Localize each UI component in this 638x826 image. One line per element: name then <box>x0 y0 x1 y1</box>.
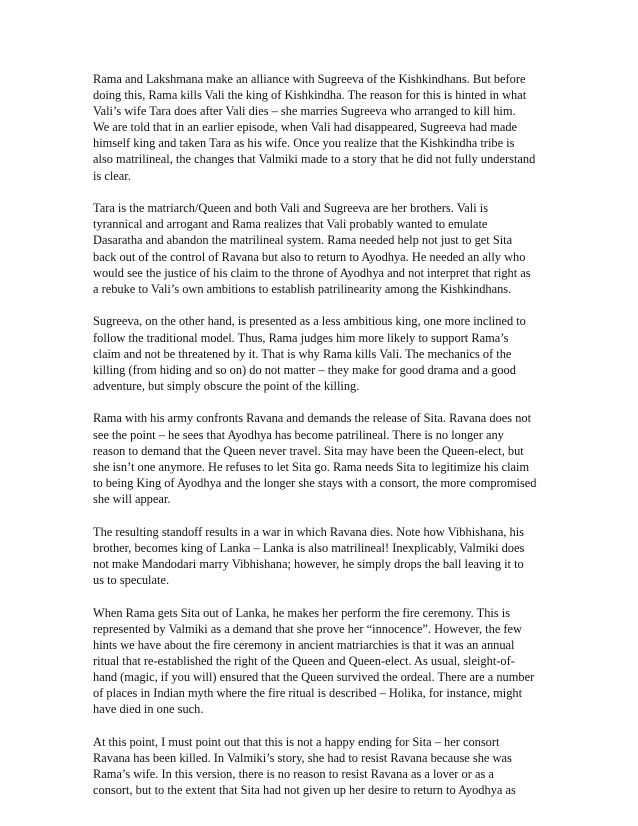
text-line: reason to demand that the Queen never travel. Sita may have been the Queen-elect, but <box>93 443 524 458</box>
paragraph-war <box>93 524 553 588</box>
text-line: When Rama gets Sita out of Lanka, he makes her perform the fire ceremony. This is <box>93 605 511 620</box>
text-line: she isn’t one anymore. He refuses to let Sita go. Rama needs Sita to legitimize his claim <box>93 459 530 474</box>
text-line: of places in Indian myth where the fire ritual is described – Holika, for instance, might <box>93 686 523 701</box>
text-line: killing (from hiding and so on) do not matter – they make for good drama and a good <box>93 362 516 377</box>
text-line: Dasaratha and abandon the matrilineal system. Rama needed help not just to get Sita <box>93 233 513 248</box>
text-line: consort, but to the extent that Sita had not given up her desire to return to Ayodhya as <box>93 783 516 798</box>
text-line: represented by Valmiki as a demand that she prove her “innocence”. However, the few <box>93 621 522 636</box>
paragraph-vali-killing <box>93 71 553 184</box>
text-line: brother, becomes king of Lanka – Lanka is also matrilineal! Inexplicably, Valmiki does <box>93 540 525 555</box>
text-line: not make Mandodari marry Vibhishana; however, he simply drops the ball leaving it to <box>93 556 524 571</box>
text-line: also matrilineal, the changes that Valmiki made to a story that he did not fully understand <box>93 152 536 167</box>
text-line: Tara is the matriarch/Queen and both Vali and Sugreeva are her brothers. Vali is <box>93 201 489 216</box>
text-line: We are told that in an earlier episode, when Vali had disappeared, Sugreeva had made <box>93 120 518 135</box>
text-line: hand (magic, if you will) ensured that the Queen survived the ordeal. There are a number <box>93 669 535 684</box>
document-body <box>93 71 553 815</box>
text-line: Rama with his army confronts Ravana and demands the release of Sita. Ravana does not <box>93 411 532 426</box>
text-line: Sugreeva, on the other hand, is presented as a less ambitious king, one more inclined to <box>93 314 526 329</box>
paragraph-unhappy-ending <box>93 734 553 798</box>
text-line: hints we have about the fire ceremony in ancient matriarchies is that it was an annual <box>93 637 515 652</box>
text-line: ritual that re-established the right of the Queen and Queen-elect. As usual, sleight-of- <box>93 653 515 668</box>
paragraph-fire-ceremony <box>93 605 553 718</box>
text-line: doing this, Rama kills Vali the king of Kishkindha. The reason for this is hinted in what <box>93 88 527 103</box>
text-line: have died in one such. <box>93 702 204 717</box>
text-line: adventure, but simply obscure the point of the killing. <box>93 378 360 393</box>
text-line: claim and not be threatened by it. That is why Rama kills Vali. The mechanics of the <box>93 346 512 361</box>
text-line: would see the justice of his claim to the throne of Ayodhya and not interpret that right as <box>93 265 531 280</box>
paragraph-sugreeva <box>93 313 553 393</box>
text-line: himself king and taken Tara as his wife. Once you realize that the Kishkindha tribe is <box>93 136 515 151</box>
text-line: Ravana has been killed. In Valmiki’s story, she had to resist Ravana because she was <box>93 750 512 765</box>
text-line: follow the traditional model. Thus, Rama judges him more likely to support Rama’s <box>93 330 509 345</box>
text-line: us to speculate. <box>93 572 170 587</box>
text-line: The resulting standoff results in a war in which Ravana dies. Note how Vibhishana, his <box>93 524 525 539</box>
text-line: back out of the control of Ravana but also to return to Ayodhya. He needed an ally who <box>93 249 526 264</box>
text-line: see the point – he sees that Ayodhya has become patrilineal. There is no longer any <box>93 427 504 442</box>
text-line: At this point, I must point out that this is not a happy ending for Sita – her consort <box>93 734 500 749</box>
text-line: a rebuke to Vali’s own ambitions to establish patrilinearity among the Kishkindhans. <box>93 281 512 296</box>
text-line: she will appear. <box>93 491 171 506</box>
text-line: to being King of Ayodhya and the longer she stays with a consort, the more compromised <box>93 475 537 490</box>
paragraph-ravana-confrontation <box>93 410 553 507</box>
text-line: is clear. <box>93 168 131 183</box>
text-line: Vali’s wife Tara does after Vali dies – she marries Sugreeva who arranged to kill him. <box>93 104 516 119</box>
text-line: Rama’s wife. In this version, there is no reason to resist Ravana as a lover or as a <box>93 767 494 782</box>
paragraph-tara-matriarch <box>93 200 553 297</box>
text-line: tyrannical and arrogant and Rama realizes that Vali probably wanted to emulate <box>93 217 488 232</box>
text-line: Rama and Lakshmana make an alliance with Sugreeva of the Kishkindhans. But before <box>93 72 526 86</box>
